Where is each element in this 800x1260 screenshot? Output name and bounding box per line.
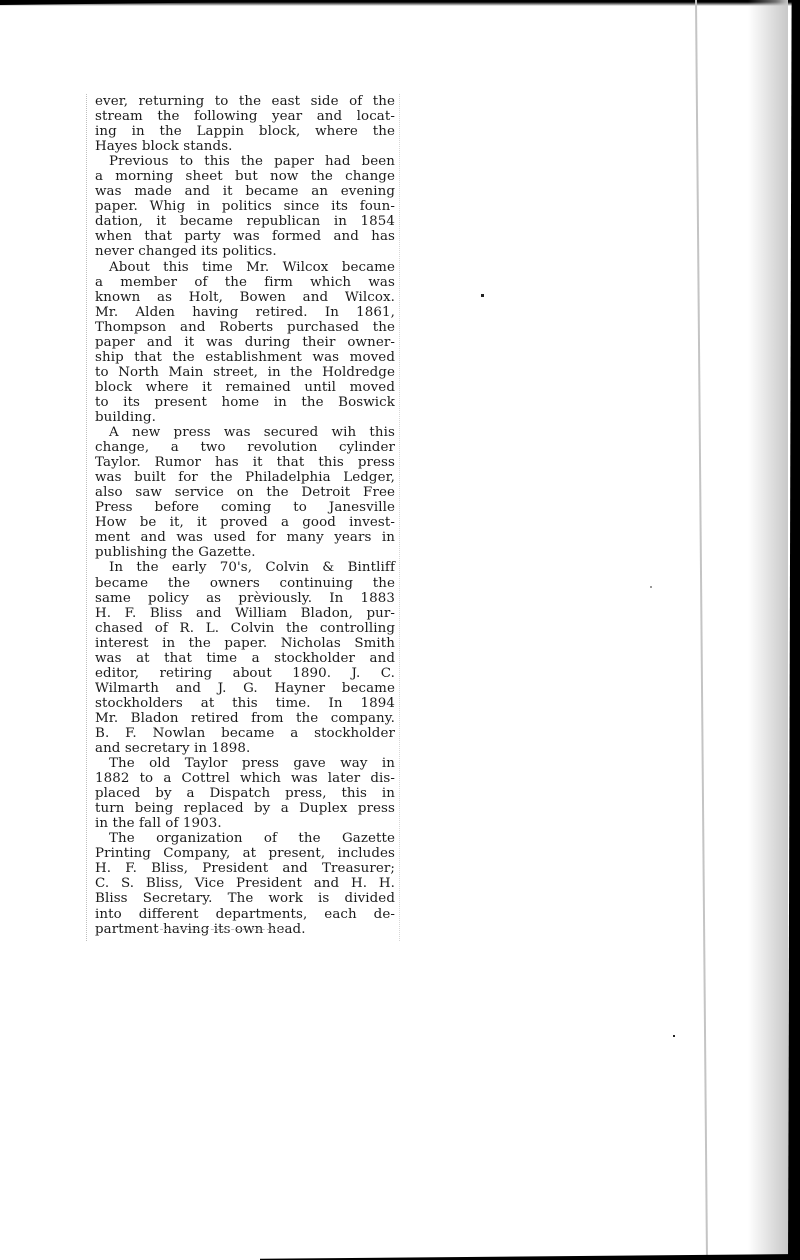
text-line: dation, it became republican in 1854 — [95, 214, 395, 230]
page-fold-line — [695, 0, 708, 1260]
text-line: ment and was used for many years in — [95, 530, 395, 546]
text-line: Previous to this the paper had been — [109, 154, 395, 170]
text-line: How be it, it proved a good invest- — [95, 515, 395, 531]
scan-right-edge — [788, 0, 800, 1260]
text-line: was made and it became an evening — [95, 184, 395, 200]
text-line: when that party was formed and has — [95, 229, 395, 245]
newspaper-clipping-column — [86, 94, 400, 941]
text-line: building. — [95, 409, 156, 425]
text-line: was built for the Philadelphia Ledger, — [95, 470, 395, 486]
text-line: publishing the Gazette. — [95, 545, 256, 561]
text-line: never changed its politics. — [95, 244, 277, 260]
text-line: change, a two revolution cylinder — [95, 440, 395, 456]
text-line: placed by a Dispatch press, this in — [95, 786, 395, 802]
text-line: C. S. Bliss, Vice President and H. H. — [95, 876, 395, 892]
text-line: into different departments, each de- — [95, 906, 395, 922]
text-line: Hayes block stands. — [95, 139, 233, 155]
text-line: H. F. Bliss and William Bladon, pur- — [95, 605, 395, 621]
scan-speck — [481, 294, 484, 297]
text-line: and secretary in 1898. — [95, 741, 251, 757]
text-line: was at that time a stockholder and — [95, 650, 395, 666]
text-line: a member of the firm which was — [95, 274, 395, 290]
text-line: ing in the Lappin block, where the — [95, 124, 395, 140]
article-paragraph — [95, 831, 395, 936]
text-line: In the early 70's, Colvin & Bintliff — [109, 560, 395, 576]
text-line: also saw service on the Detroit Free — [95, 485, 395, 501]
text-line: partment having its own head. — [95, 921, 306, 937]
text-line: editor, retiring about 1890. J. C. — [95, 665, 395, 681]
scan-top-edge — [0, 0, 800, 6]
text-line: turn being replaced by a Duplex press — [95, 801, 395, 817]
text-line: chased of R. L. Colvin the controlling — [95, 620, 395, 636]
text-line: became the owners continuing the — [95, 575, 395, 591]
scan-bottom-edge — [260, 1254, 800, 1260]
text-line: in the fall of 1903. — [95, 816, 222, 832]
text-line: to North Main street, in the Holdredge — [95, 364, 395, 380]
text-line: to its present home in the Boswick — [95, 394, 395, 410]
article-paragraph — [95, 756, 395, 831]
article-paragraph — [95, 560, 395, 756]
text-line: A new press was secured wih this — [109, 425, 395, 441]
text-line: block where it remained until moved — [95, 379, 395, 395]
text-line: stream the following year and locat- — [95, 109, 395, 125]
scan-right-shadow — [748, 0, 788, 1260]
text-line: About this time Mr. Wilcox became — [109, 259, 395, 275]
article-paragraph — [95, 94, 395, 154]
scan-speck — [650, 586, 652, 588]
text-line: B. F. Nowlan became a stockholder — [95, 725, 395, 741]
text-line: ship that the establishment was moved — [95, 349, 395, 365]
text-line: Thompson and Roberts purchased the — [95, 319, 395, 335]
article-paragraph — [95, 425, 395, 560]
text-line: The organization of the Gazette — [109, 831, 395, 847]
text-line: same policy as prèviously. In 1883 — [95, 590, 395, 606]
text-line: Taylor. Rumor has it that this press — [95, 455, 395, 471]
text-line: Bliss Secretary. The work is divided — [95, 891, 395, 907]
text-line: H. F. Bliss, President and Treasurer; — [95, 861, 395, 877]
text-line: Mr. Bladon retired from the company. — [95, 710, 395, 726]
text-line: paper and it was during their owner- — [95, 334, 395, 350]
article-paragraph — [95, 260, 395, 426]
text-line: a morning sheet but now the change — [95, 169, 395, 185]
text-line: paper. Whig in politics since its foun- — [95, 199, 395, 215]
article-paragraph — [95, 154, 395, 259]
text-line: Mr. Alden having retired. In 1861, — [95, 304, 395, 320]
text-line: The old Taylor press gave way in — [109, 756, 395, 772]
scan-speck — [673, 1035, 675, 1037]
clipping-end-rule — [160, 929, 280, 930]
text-line: ever, returning to the east side of the — [95, 94, 395, 109]
text-line: stockholders at this time. In 1894 — [95, 695, 395, 711]
text-line: Wilmarth and J. G. Hayner became — [95, 680, 395, 696]
text-line: Press before coming to Janesville — [95, 500, 395, 516]
text-line: Printing Company, at present, includes — [95, 846, 395, 862]
text-line: interest in the paper. Nicholas Smith — [95, 635, 395, 651]
text-line: known as Holt, Bowen and Wilcox. — [95, 289, 395, 305]
text-line: 1882 to a Cottrel which was later dis- — [95, 771, 395, 787]
